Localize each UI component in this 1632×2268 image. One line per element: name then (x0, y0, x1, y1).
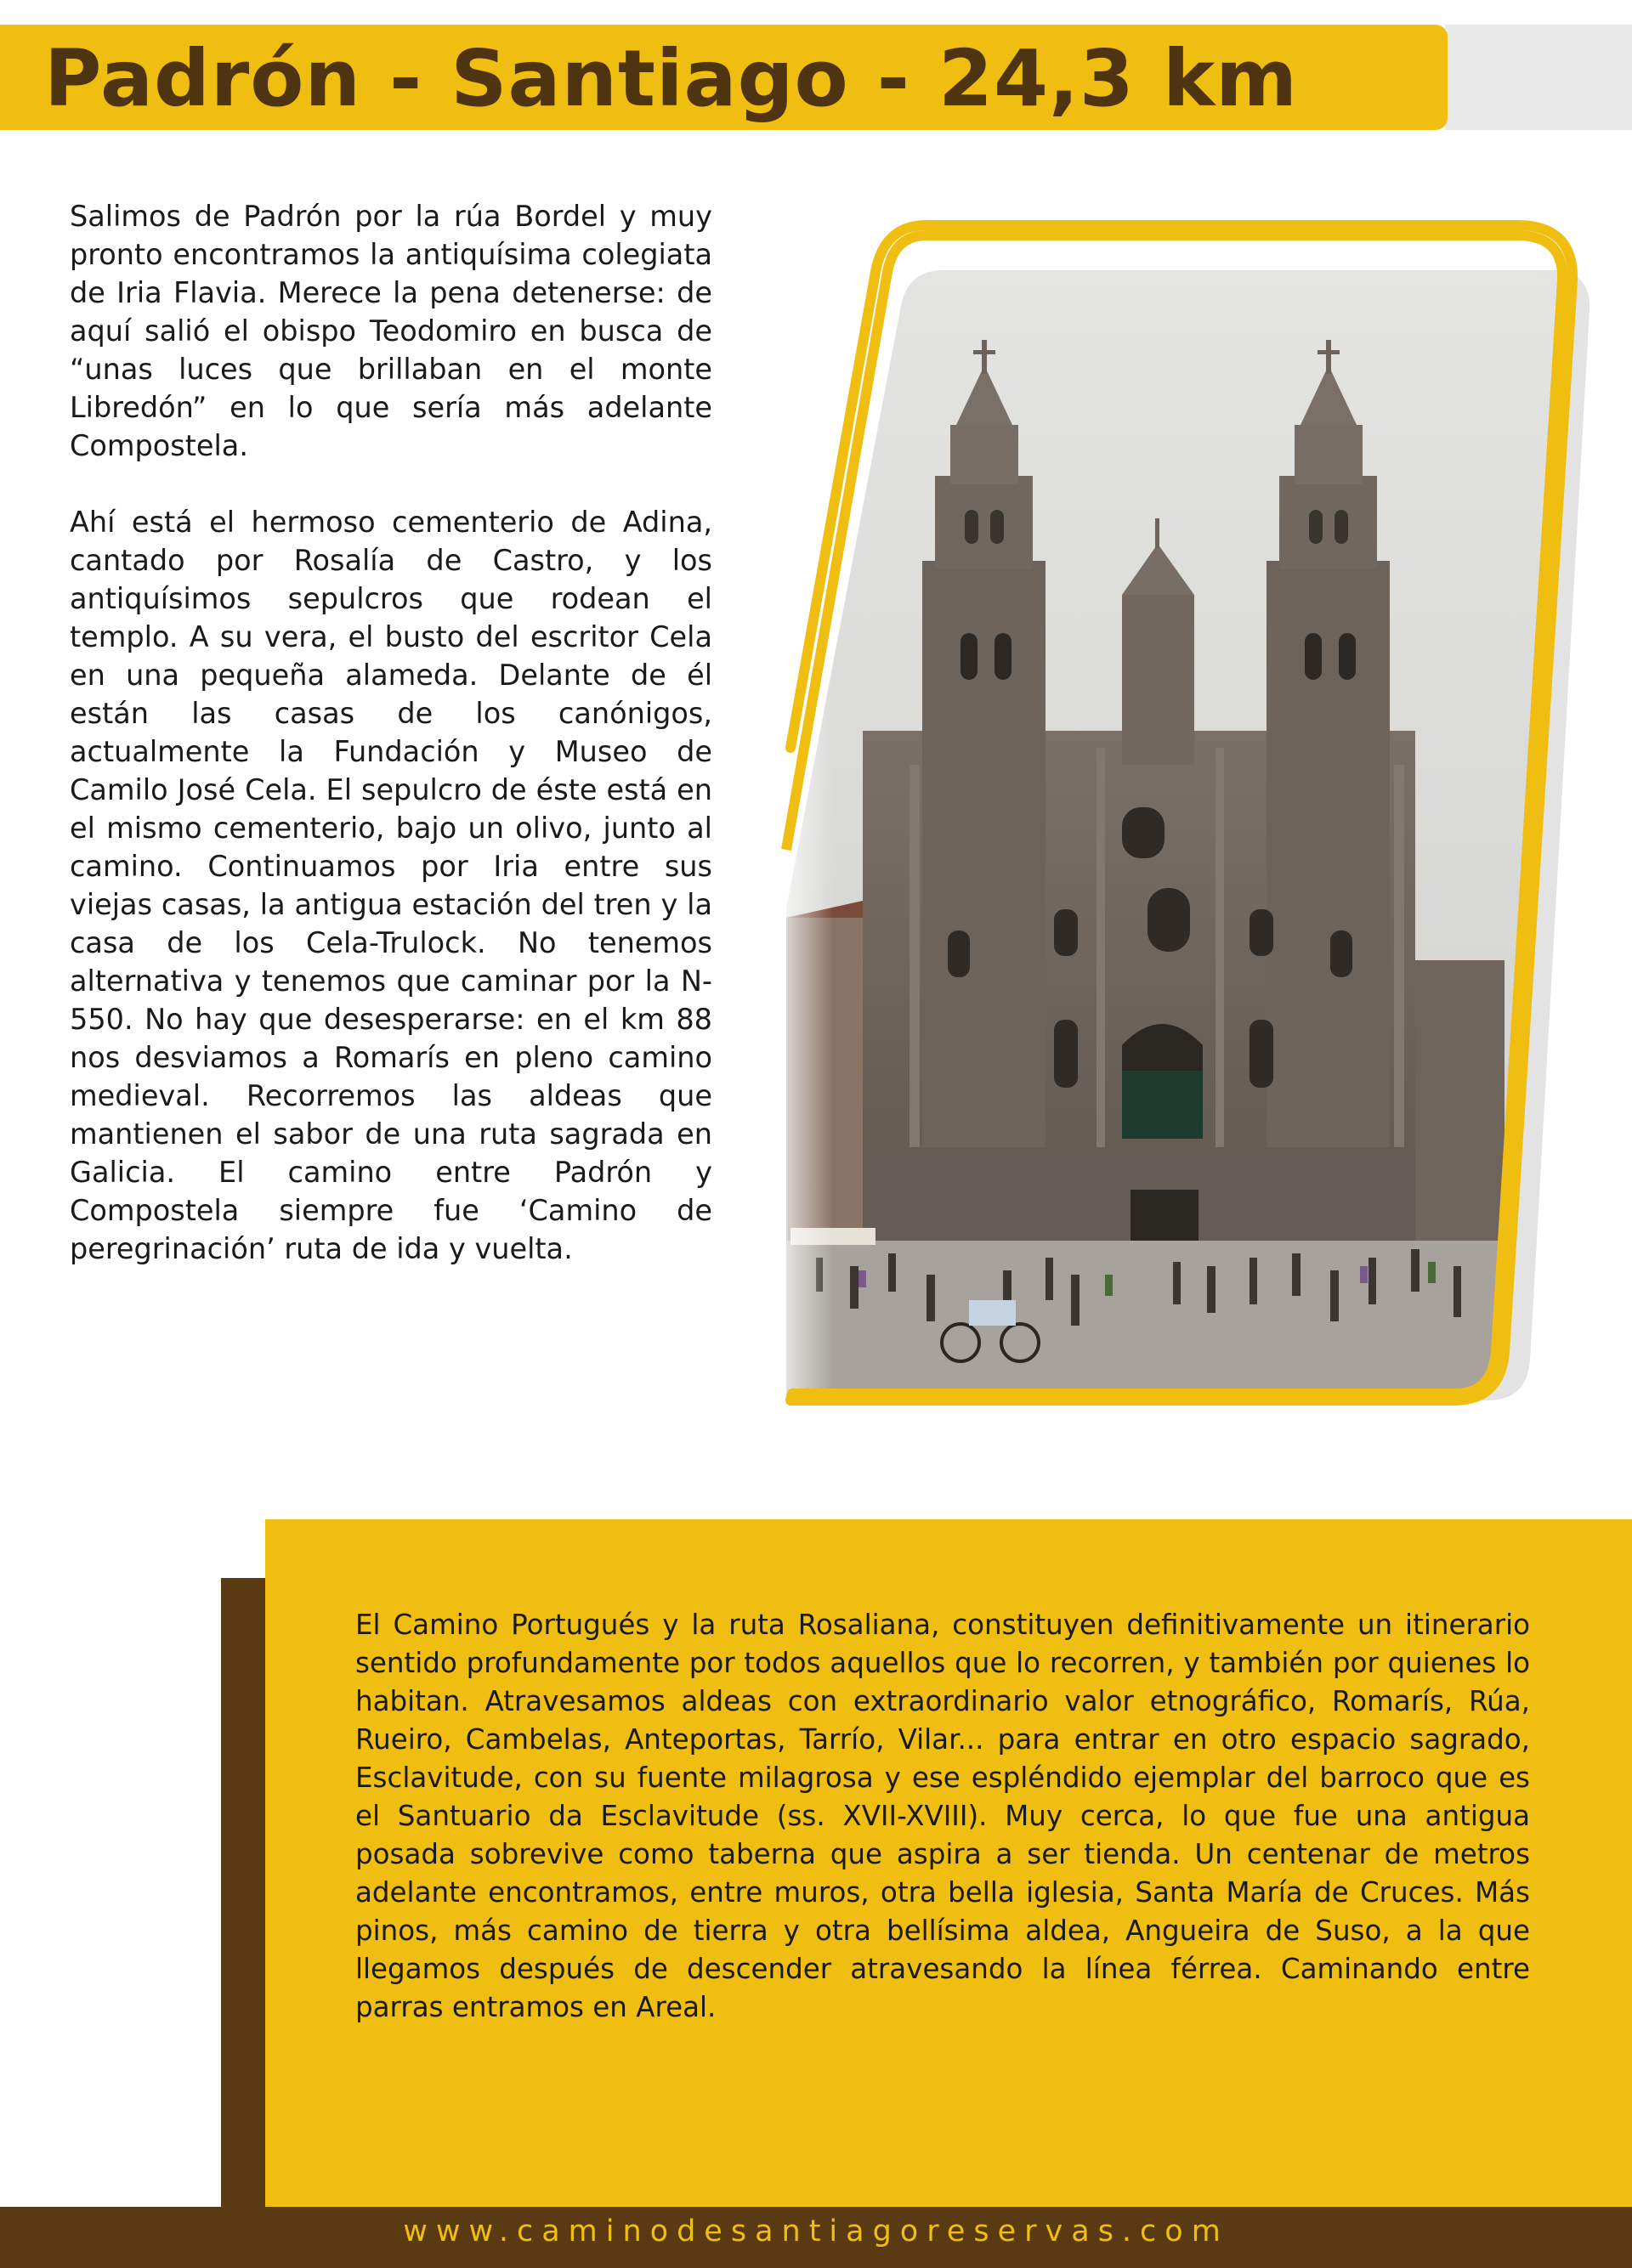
intro-paragraph-1: Salimos de Padrón por la rúa Bordel y muy pronto encontramos la antiquísima colegiata de Iria Flavia. Merece la pena detenerse: de aquí salió el obispo Teodomiro en busca de “unas luces que brillaban en el monte Libredón” en lo que sería más adelante Compostela. (70, 200, 712, 462)
intro-paragraph-2: Ahí está el hermoso cementerio de Adina, cantado por Rosalía de Castro, y los antiquísimos sepulcros que rodean el templo. A su vera, el busto del escritor Cela en una pequeña alameda. Delante de él están las casas de los canónigos, actualmente la Fundación y Museo de Camilo José Cela. El sepulcro de éste está en el mismo cementerio, bajo un olivo, junto al camino. Continuamos por Iria entre sus viejas casas, la antigua estación del tren y la casa de los Cela-Trulock. No tenemos alternativa y tenemos que caminar por la N-550. No hay que desesperarse: en el km 88 nos desviamos a Romarís en pleno camino medieval. Recorremos las aldeas que mantienen el sabor de una ruta sagrada en Galicia. El camino entre Padrón y Compostela siempre fue ‘Camino de peregrinación’ ruta de ida y vuelta. (70, 506, 712, 1265)
footer-url-link[interactable]: www.caminodesantiagoreservas.com (403, 2214, 1229, 2248)
highlight-text: El Camino Portugués y la ruta Rosaliana, constituyen definitivamente un itinerario sentido profundamente por todos aquellos que lo recorren, y también por quienes lo habitan. Atravesamos aldeas con extraordinario valor etnográfico, Romarís, Rúa, Rueiro, Cambelas, Anteportas, Tarrío, Vilar... para entrar en otro espacio sagrado, Esclavitude, con su fuente milagrosa y ese espléndido ejemplar del barroco que es el Santuario da Esclavitude (ss. XVII-XVIII). Muy cerca, lo que fue una antigua posada sobrevive como taberna que aspira a ser tienda. Un centenar de metros adelante encontramos, entre muros, otra bella iglesia, Santa María de Cruces. Más pinos, más camino de tierra y otra bellísima aldea, Angueira de Suso, a la que llegamos después de descender atravesando la línea férrea. Caminando entre parras entramos en Areal. (355, 1609, 1530, 2023)
page-title: Padrón - Santiago - 24,3 km (44, 33, 1299, 124)
brown-accent-bar (221, 1578, 268, 2207)
